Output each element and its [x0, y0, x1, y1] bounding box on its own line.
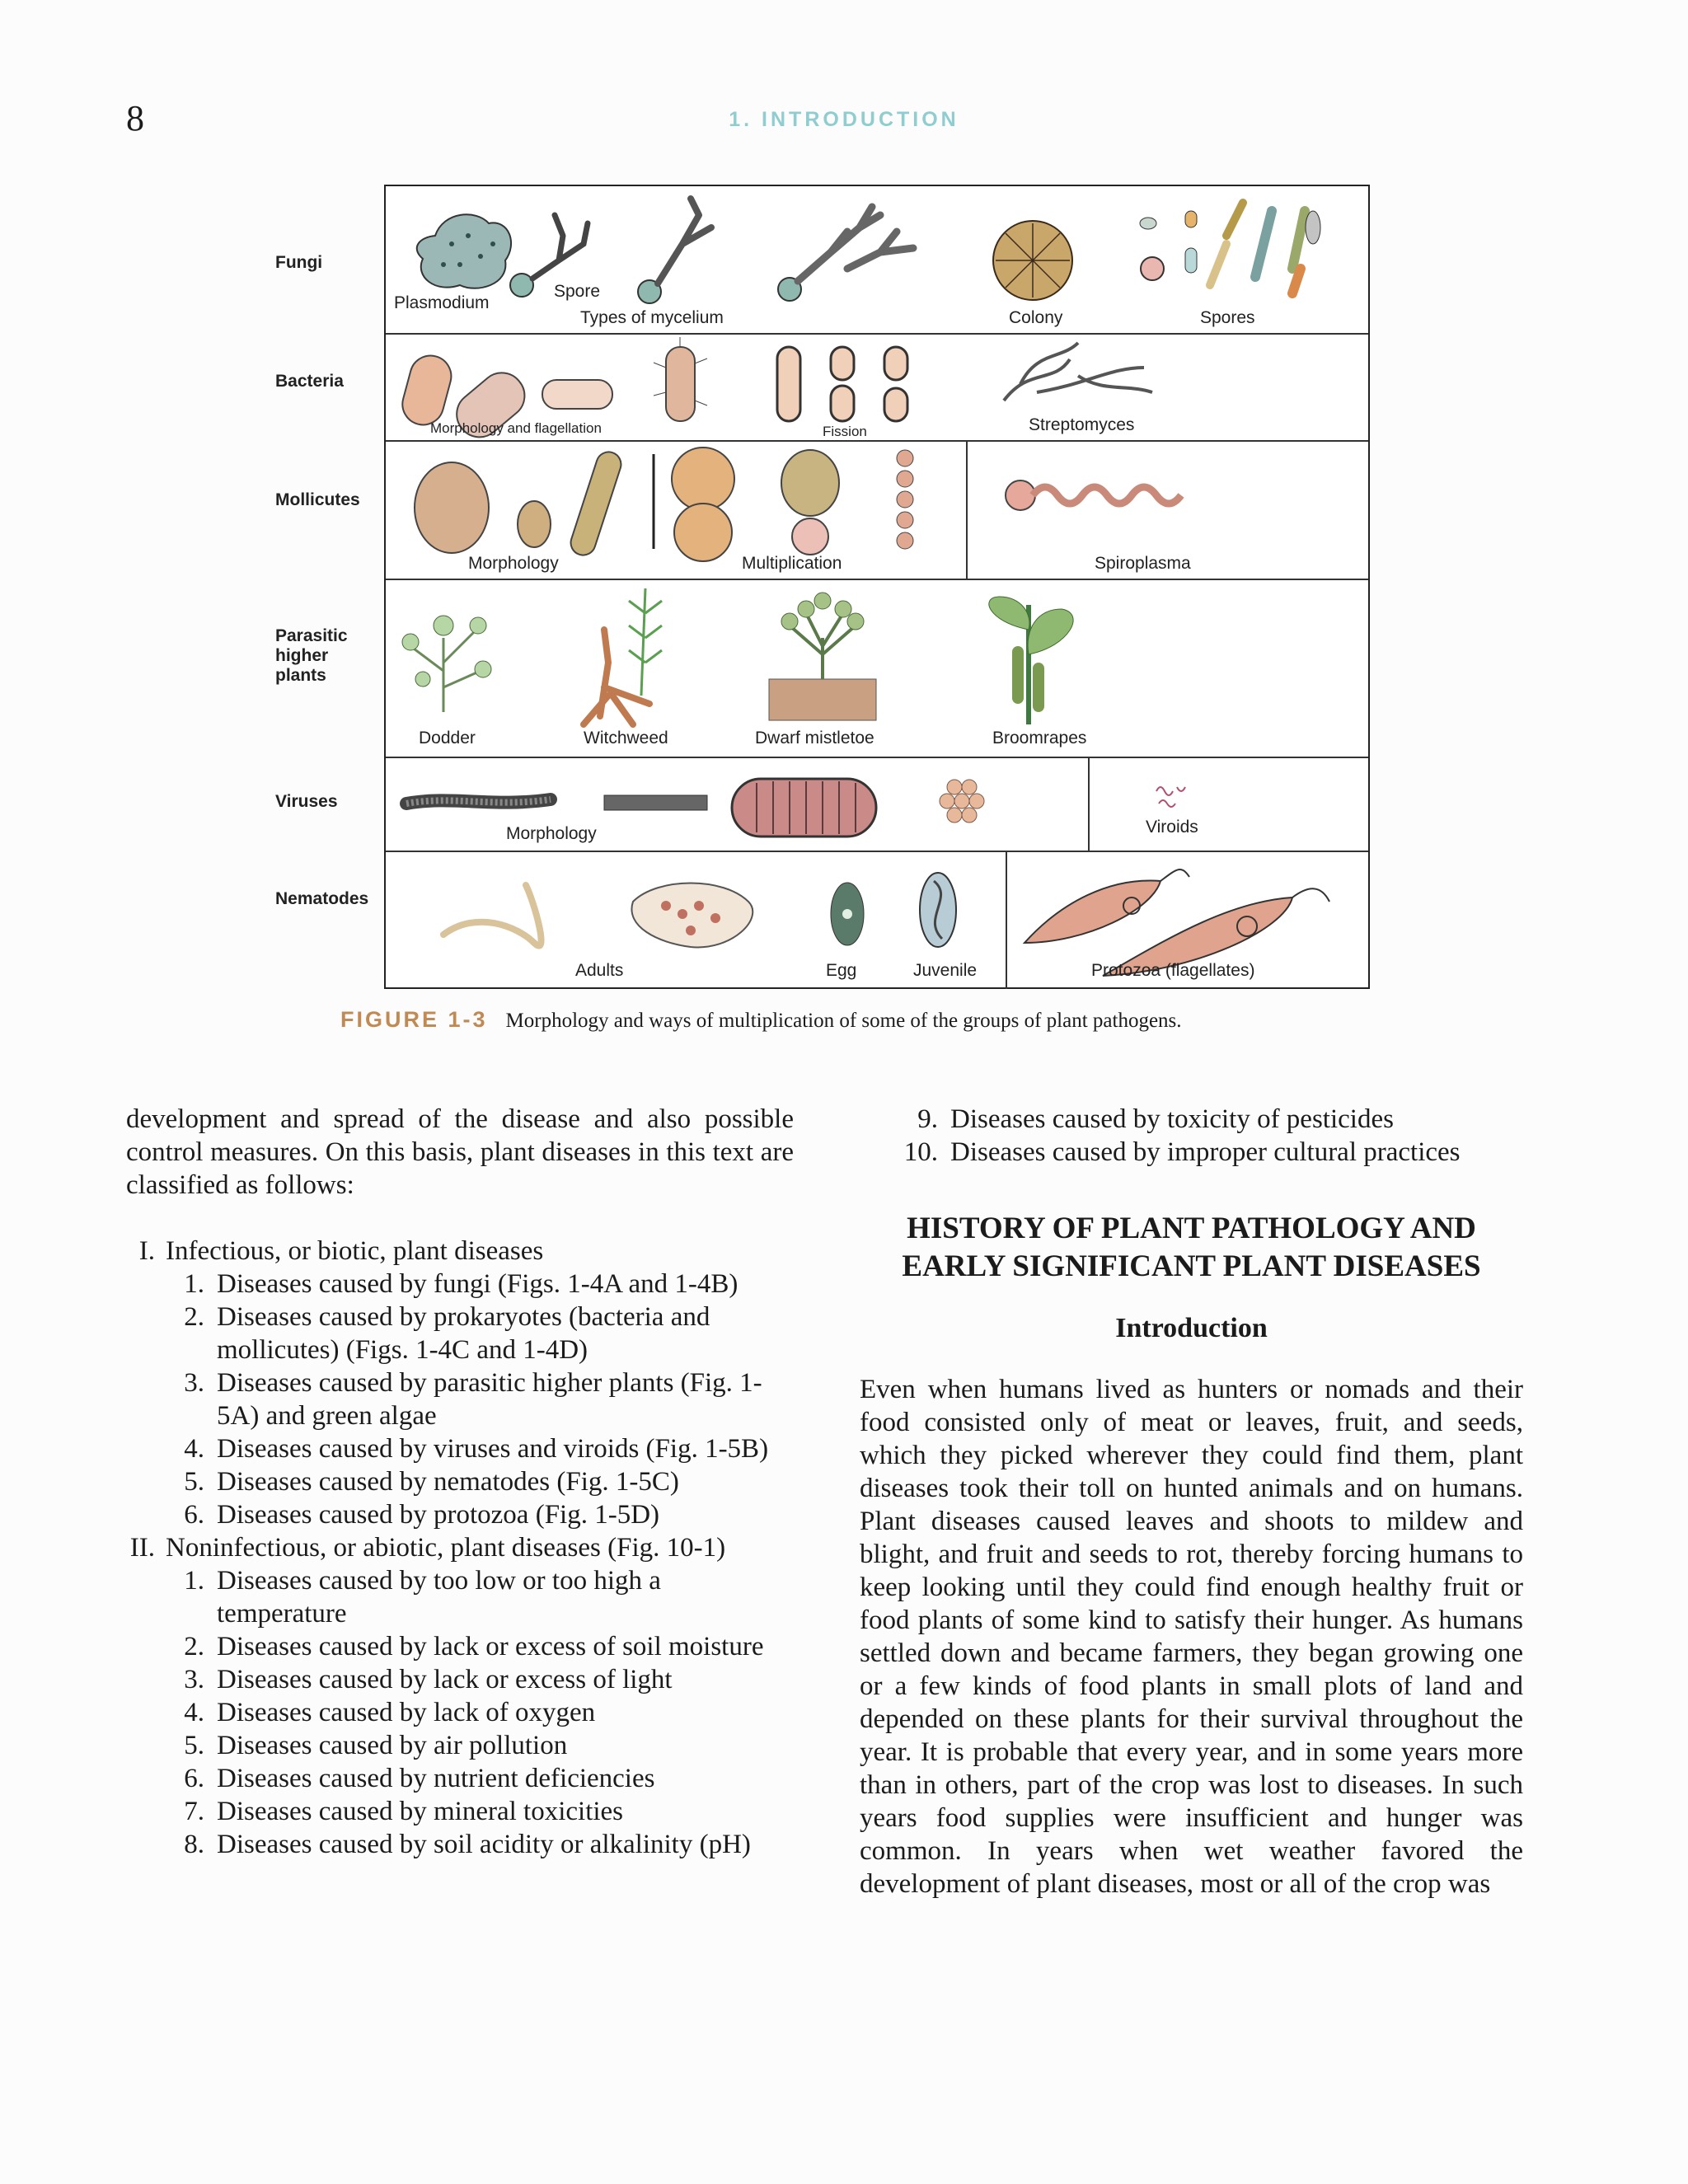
list-item-text: Diseases caused by mineral toxicities	[217, 1797, 624, 1826]
parasitic-plants-row	[386, 580, 1368, 758]
section-1-heading	[126, 1235, 794, 1268]
list-item-number: 1.	[184, 1269, 204, 1299]
label-types-of-mycelium: Types of mycelium	[580, 308, 724, 327]
mollicutes-row	[386, 442, 1368, 580]
figure-caption-label: FIGURE 1-3	[340, 1007, 488, 1032]
list-item-number: 1.	[184, 1566, 204, 1596]
list-item-number: 8.	[184, 1830, 204, 1859]
intro-paragraph: development and spread of the disease and also possible control measures. On this basis, plant diseases in this text are classified as follows:	[126, 1104, 794, 1200]
list-item-text: Diseases caused by air pollution	[217, 1731, 568, 1760]
pathogen-figure	[384, 185, 1370, 989]
label-virus-morphology: Morphology	[506, 824, 597, 843]
list-item-number: 5.	[184, 1467, 204, 1497]
list-item-text: Diseases caused by viruses and viroids (Fig. 1-5B)	[217, 1434, 769, 1464]
fungi-row	[386, 186, 1368, 335]
list-item-text: Diseases caused by nutrient deficiencies	[217, 1764, 655, 1793]
list-item-number: 10.	[903, 1137, 938, 1167]
list-item-number: 6.	[184, 1500, 204, 1530]
list-item-text: Diseases caused by soil acidity or alkalinity (pH)	[217, 1830, 751, 1859]
label-streptomyces: Streptomyces	[1029, 415, 1135, 434]
section-2-title: Noninfectious, or abiotic, plant diseases (Fig. 10-1)	[166, 1533, 726, 1563]
label-egg: Egg	[826, 961, 857, 980]
list-item-text: Diseases caused by lack of oxygen	[217, 1698, 596, 1727]
list-item-number: 4.	[184, 1434, 204, 1464]
viruses-row	[386, 758, 1368, 852]
list-item	[126, 1432, 794, 1465]
list-item-number: 3.	[184, 1368, 204, 1398]
section-1-title: Infectious, or biotic, plant diseases	[166, 1236, 544, 1266]
list-item	[126, 1696, 794, 1729]
list-item-number: 9.	[917, 1104, 938, 1134]
group-label-nematodes: Nematodes	[275, 889, 369, 908]
running-head: 1. INTRODUCTION	[729, 108, 959, 131]
body-paragraph: Even when humans lived as hunters or nomads and their food consisted only of meat or leaves, fruit, and seeds, which they picked wherever they could find them, plant diseases took their toll on hunted animals and on humans. Plant diseases caused leaves and shoots to mildew and blight, and fruit and seeds to rot, thereby forcing humans to keep looking until they could find enough healthy fruit or food plants of some kind to satisfy their hunger. As humans settled down and became farmers, they began growing one or a few kinds of food plants in small plots of land and depended on these plants for their survival throughout the year. It is probable that every year, and in some years more than in others, part of the crop was lost to diseases. In such years food supplies were insufficient and hunger was common. In years when wet weather favored the development of plant diseases, most or all of the crop was	[860, 1375, 1523, 1899]
bacteria-row	[386, 335, 1368, 442]
label-juvenile: Juvenile	[913, 961, 978, 980]
label-viroids: Viroids	[1146, 818, 1198, 837]
section-2-list-continued	[860, 1103, 1523, 1169]
list-item	[126, 1729, 794, 1762]
section-2-number: II.	[129, 1533, 155, 1563]
figure-caption	[340, 1007, 1412, 1033]
list-item	[126, 1465, 794, 1498]
list-item	[126, 1268, 794, 1301]
label-spores: Spores	[1200, 308, 1255, 327]
list-item-number: 3.	[184, 1665, 204, 1694]
label-spiroplasma: Spiroplasma	[1095, 554, 1191, 573]
list-item	[126, 1630, 794, 1663]
nematodes-row	[386, 852, 1368, 989]
section-2-list	[126, 1564, 794, 1861]
page-number: 8	[126, 98, 144, 138]
list-item	[126, 1762, 794, 1795]
list-item-text: Diseases caused by lack or excess of soil moisture	[217, 1632, 764, 1661]
left-column	[126, 1103, 794, 1861]
label-morphology-and-flagellation: Morphology and flagellation	[430, 420, 602, 436]
list-item-number: 5.	[184, 1731, 204, 1760]
list-item	[860, 1136, 1523, 1169]
list-item-text: Diseases caused by lack or excess of light	[217, 1665, 673, 1694]
list-item-number: 4.	[184, 1698, 204, 1727]
list-item-number: 7.	[184, 1797, 204, 1826]
section-2-heading	[126, 1531, 794, 1564]
label-broomrapes: Broomrapes	[992, 729, 1087, 748]
list-item	[126, 1663, 794, 1696]
list-item-text: Diseases caused by protozoa (Fig. 1-5D)	[217, 1500, 660, 1530]
list-item	[126, 1795, 794, 1828]
list-item-text: Diseases caused by prokaryotes (bacteria and mollicutes) (Figs. 1-4C and 1-4D)	[217, 1302, 710, 1365]
subsection-heading: Introduction	[1115, 1313, 1268, 1343]
label-witchweed: Witchweed	[584, 729, 668, 748]
list-item-text: Diseases caused by improper cultural practices	[950, 1137, 1461, 1167]
label-spore: Spore	[554, 282, 601, 301]
list-item-text: Diseases caused by nematodes (Fig. 1-5C)	[217, 1467, 679, 1497]
list-item-text: Diseases caused by toxicity of pesticides	[950, 1104, 1394, 1134]
list-item	[126, 1498, 794, 1531]
list-item-number: 2.	[184, 1632, 204, 1661]
label-plasmodium: Plasmodium	[394, 293, 490, 312]
right-column	[860, 1103, 1523, 1900]
group-label-parasitic-higher-plants: Parasitic higher plants	[275, 626, 348, 685]
section-heading: HISTORY OF PLANT PATHOLOGY AND EARLY SIGNIFICANT PLANT DISEASES	[902, 1212, 1481, 1283]
label-dodder: Dodder	[419, 729, 476, 748]
label-fission: Fission	[823, 424, 867, 439]
label-mollicutes-morphology: Morphology	[468, 554, 559, 573]
label-colony: Colony	[1009, 308, 1063, 327]
list-item-number: 2.	[184, 1302, 204, 1332]
label-dwarf-mistletoe: Dwarf mistletoe	[755, 729, 874, 748]
group-label-fungi: Fungi	[275, 253, 323, 272]
label-adults: Adults	[575, 961, 624, 980]
list-item-text: Diseases caused by parasitic higher plants (Fig. 1-5A) and green algae	[217, 1368, 762, 1431]
group-label-bacteria: Bacteria	[275, 372, 344, 391]
section-1-number: I.	[138, 1236, 155, 1266]
group-label-mollicutes: Mollicutes	[275, 490, 360, 509]
list-item	[126, 1564, 794, 1630]
section-1-list	[126, 1268, 794, 1531]
list-item	[126, 1301, 794, 1366]
list-item-text: Diseases caused by fungi (Figs. 1-4A and 1-4B)	[217, 1269, 738, 1299]
list-item	[860, 1103, 1523, 1136]
list-item-text: Diseases caused by too low or too high a temperature	[217, 1566, 661, 1629]
label-protozoa: Protozoa (flagellates)	[1091, 961, 1255, 980]
list-item-number: 6.	[184, 1764, 204, 1793]
group-label-viruses: Viruses	[275, 792, 338, 811]
label-multiplication: Multiplication	[742, 554, 842, 573]
list-item	[126, 1828, 794, 1861]
parasitic-plants-illustration	[386, 580, 1368, 757]
figure-caption-text: Morphology and ways of multiplication of some of the groups of plant pathogens.	[505, 1010, 1182, 1032]
list-item	[126, 1366, 794, 1432]
